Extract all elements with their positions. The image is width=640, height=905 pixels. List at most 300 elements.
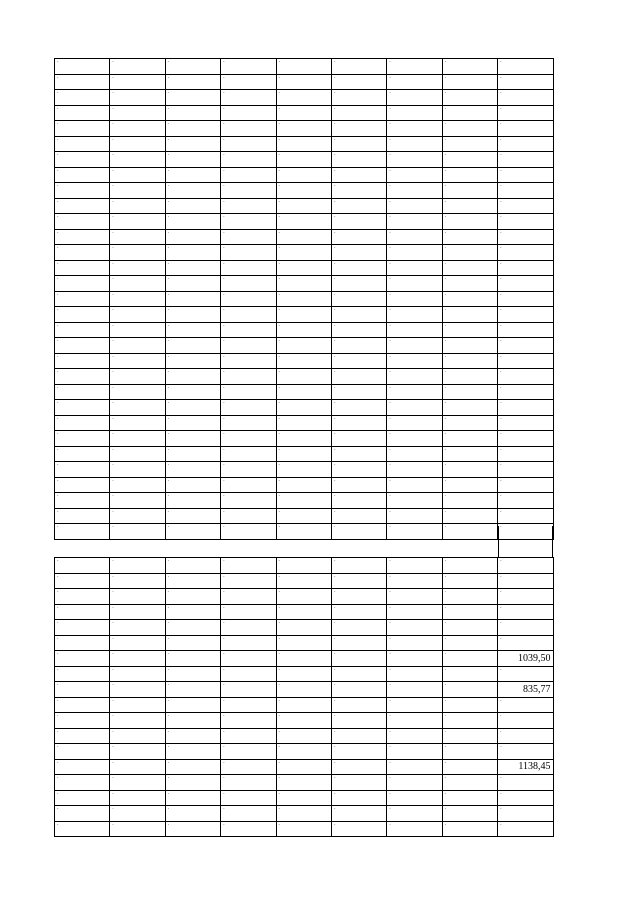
table-cell: - [387,90,442,106]
table-cell: - [221,90,276,106]
table-cell: - [165,744,220,760]
table-cell: - [387,384,442,400]
table-cell: - [276,198,331,214]
table-cell: - [387,713,442,729]
table-cell: - [165,90,220,106]
table-cell: - [442,821,497,837]
table-cell: - [276,728,331,744]
table-cell: - [331,90,386,106]
table-cell: - [55,59,110,75]
table-cell: - [110,276,165,292]
table-row [55,260,554,276]
table-cell: - [110,744,165,760]
table-cell: - [221,744,276,760]
table-cell: - [110,105,165,121]
table-row [55,713,554,729]
table-cell: - [55,589,110,605]
table-cell: - [55,604,110,620]
table-cell: - [110,589,165,605]
table-cell: - [276,105,331,121]
table-cell: - [55,152,110,168]
table-row [55,744,554,760]
table-cell: - [331,229,386,245]
table-cell: - [221,697,276,713]
table-cell: - [110,136,165,152]
table-cell: - [498,276,553,292]
table-cell: - [110,573,165,589]
table-cell: - [387,666,442,682]
table-cell: - [55,384,110,400]
table-cell: - [331,121,386,137]
table-row [55,821,554,837]
table-cell: - [498,214,553,230]
table-cell: - [276,493,331,509]
table-cell: - [165,666,220,682]
table-cell: - [331,431,386,447]
data-table-top [54,58,554,540]
table-cell: - [442,620,497,636]
table-cell: - [110,462,165,478]
table-cell: - [55,322,110,338]
table-cell: - [55,260,110,276]
table-cell: - [110,821,165,837]
table-cell: - [331,291,386,307]
table-cell: - [442,198,497,214]
table-cell: - [276,167,331,183]
table-cell: - [331,728,386,744]
table-cell: - [331,338,386,354]
table-cell: - [387,245,442,261]
table-cell: - [276,775,331,791]
table-row [55,384,554,400]
table-cell: - [387,573,442,589]
table-cell: - [55,477,110,493]
table-cell: - [442,790,497,806]
table-cell: - [387,508,442,524]
table-cell: - [442,136,497,152]
table-cell: - [331,198,386,214]
table-cell: - [276,821,331,837]
table-cell: - [55,183,110,199]
table-cell: - [331,415,386,431]
table-cell: - [55,353,110,369]
table-row [55,589,554,605]
table-cell: - [55,821,110,837]
table-cell: - [331,400,386,416]
table-cell: - [442,446,497,462]
table-cell: - [387,493,442,509]
table-row [55,790,554,806]
table-cell: - [387,604,442,620]
table-cell: - [387,276,442,292]
table-cell: - [387,744,442,760]
table-cell: - [165,198,220,214]
table-cell: - [110,477,165,493]
table-cell: - [442,400,497,416]
table-cell: - [221,713,276,729]
table-cell: - [221,307,276,323]
table-cell: - [55,635,110,651]
table-cell: - [276,307,331,323]
table-cell: - [442,462,497,478]
table-cell: - [276,245,331,261]
table-cell: - [276,759,331,775]
table-cell: - [498,666,553,682]
table-cell: - [165,59,220,75]
table-cell: - [55,90,110,106]
table-cell: - [331,821,386,837]
table-cell: - [165,245,220,261]
table-cell: - [387,338,442,354]
table-cell: - [276,214,331,230]
table-cell: - [276,573,331,589]
table-cell: - [165,369,220,385]
table-cell: - [55,493,110,509]
table-cell: - [387,728,442,744]
table-cell: - [387,806,442,822]
table-cell: - [165,508,220,524]
table-row [55,121,554,137]
table-cell: - [221,589,276,605]
table-cell: - [331,245,386,261]
table-cell: - [165,260,220,276]
table-row [55,508,554,524]
table-cell: - [442,338,497,354]
table-cell: - [221,635,276,651]
table-cell: - [442,276,497,292]
table-cell: - [165,524,220,540]
table-cell: - [387,152,442,168]
table-cell: - [55,431,110,447]
table-cell: - [331,604,386,620]
table-cell: - [387,446,442,462]
table-cell: - [387,229,442,245]
table-cell: - [55,790,110,806]
table-cell: - [110,697,165,713]
table-cell: - [221,59,276,75]
table-cell: - [110,322,165,338]
table-row [55,462,554,478]
table-cell: - [110,558,165,574]
table-cell: - [498,744,553,760]
table-cell: - [55,713,110,729]
table-cell: - [331,136,386,152]
table-cell: - [221,462,276,478]
table-row [55,431,554,447]
table-cell: - [110,229,165,245]
table-cell: - [110,152,165,168]
table-cell: - [498,291,553,307]
table-cell: - [387,651,442,667]
table-cell: - [221,759,276,775]
table-cell: - [165,229,220,245]
table-cell: - [165,121,220,137]
table-cell: - [221,152,276,168]
table-row [55,604,554,620]
table-cell: - [498,713,553,729]
table-cell: - [498,245,553,261]
table-cell: - [165,183,220,199]
table-row [55,415,554,431]
table-row [55,759,554,775]
table-cell: - [331,214,386,230]
table-cell: - [221,121,276,137]
table-cell: - [442,59,497,75]
table-row [55,105,554,121]
table-cell: - [221,136,276,152]
table-row [55,291,554,307]
table-cell: - [276,74,331,90]
table-cell: - [55,229,110,245]
table-row [55,666,554,682]
table-cell: - [165,353,220,369]
table-row [55,167,554,183]
table-cell: - [55,524,110,540]
table-row [55,524,554,540]
table-cell: - [442,728,497,744]
table-cell: - [165,307,220,323]
table-cell: - [331,744,386,760]
table-cell: - [221,384,276,400]
table-cell: - [221,167,276,183]
table-cell: 1138,45 [498,759,553,775]
table-cell: - [442,260,497,276]
table-cell: - [221,477,276,493]
table-cell: - [55,214,110,230]
table-cell: - [442,493,497,509]
table-cell: - [498,229,553,245]
table-cell: - [276,666,331,682]
table-cell: - [221,291,276,307]
table-cell: - [442,682,497,698]
table-cell: - [498,307,553,323]
table-cell: - [331,635,386,651]
table-cell: - [165,462,220,478]
table-cell: - [331,493,386,509]
table-cell: - [55,369,110,385]
table-cell: - [110,183,165,199]
table-cell: - [442,183,497,199]
table-cell: - [55,682,110,698]
table-cell: - [221,229,276,245]
table-cell: - [165,322,220,338]
table-cell: - [442,573,497,589]
table-cell: - [442,384,497,400]
table-cell: - [110,775,165,791]
table-cell: - [442,713,497,729]
table-cell: - [331,322,386,338]
table-cell: - [55,697,110,713]
table-cell: - [276,713,331,729]
table-cell: - [165,493,220,509]
table-row [55,806,554,822]
table-cell: - [221,322,276,338]
table-cell: - [165,446,220,462]
table-cell: - [387,589,442,605]
table-row [55,198,554,214]
table-cell: - [276,121,331,137]
table-cell: - [498,353,553,369]
table-row [55,136,554,152]
table-cell: - [165,728,220,744]
table-row [55,775,554,791]
table-cell: - [442,415,497,431]
table-cell: - [498,90,553,106]
table-row [55,90,554,106]
table-cell: - [442,214,497,230]
table-cell: - [110,620,165,636]
table-cell: - [387,121,442,137]
table-cell: - [55,573,110,589]
table-cell: - [387,775,442,791]
table-cell: - [110,214,165,230]
table-cell: - [331,152,386,168]
table-cell: - [331,446,386,462]
table-cell: - [331,276,386,292]
table-cell: - [331,353,386,369]
table-cell: - [498,775,553,791]
table-cell: - [110,493,165,509]
table-cell: - [221,493,276,509]
table-cell: - [55,276,110,292]
table-cell: - [331,462,386,478]
table-cell: - [165,291,220,307]
table-cell: - [110,167,165,183]
table-cell: - [221,728,276,744]
table-cell: - [110,369,165,385]
table-cell: - [498,105,553,121]
table-cell: - [498,604,553,620]
table-cell: - [55,136,110,152]
table-cell: - [55,651,110,667]
table-cell: - [55,775,110,791]
table-cell: - [498,198,553,214]
table-cell: - [387,105,442,121]
table-cell: - [498,728,553,744]
table-cell: - [442,167,497,183]
table-row [55,369,554,385]
table-cell: - [276,508,331,524]
table-cell: - [221,573,276,589]
table-cell: - [276,806,331,822]
table-cell: - [221,524,276,540]
table-cell: - [387,477,442,493]
table-cell: - [387,74,442,90]
table-cell: - [55,759,110,775]
table-cell: - [442,635,497,651]
table-cell: - [276,338,331,354]
table-row [55,74,554,90]
table-cell: - [498,415,553,431]
table-cell: - [55,338,110,354]
table-cell: - [165,384,220,400]
table-cell: - [331,666,386,682]
table-cell: - [442,152,497,168]
table-cell: - [442,744,497,760]
table-row [55,400,554,416]
table-cell: - [498,167,553,183]
table-row [55,353,554,369]
table-cell: - [221,198,276,214]
table-cell: - [331,508,386,524]
table-cell: - [498,477,553,493]
table-cell: - [55,666,110,682]
table-cell: - [276,384,331,400]
table-cell: - [165,477,220,493]
table-cell: - [331,167,386,183]
table-row [55,573,554,589]
table-cell: - [498,573,553,589]
table-cell: - [387,697,442,713]
table-cell: - [165,573,220,589]
table-cell: - [331,806,386,822]
table-cell: - [221,651,276,667]
table-cell: - [221,806,276,822]
table-cell: - [331,183,386,199]
table-cell: - [221,604,276,620]
table-cell: - [55,167,110,183]
table-row [55,651,554,667]
table-cell: - [55,744,110,760]
table-cell: - [165,697,220,713]
table-cell: - [55,558,110,574]
table-cell: - [221,353,276,369]
table-cell: - [221,260,276,276]
table-cell: - [110,90,165,106]
table-cell: - [276,697,331,713]
table-cell: - [331,759,386,775]
table-cell: - [55,198,110,214]
table-cell: - [55,508,110,524]
table-cell: - [221,400,276,416]
table-cell: - [498,446,553,462]
table-cell: - [165,775,220,791]
table-row [55,620,554,636]
table-row [55,446,554,462]
table-cell: - [276,152,331,168]
table-cell: - [331,682,386,698]
table-cell: - [387,59,442,75]
table-cell: - [387,620,442,636]
table-cell: - [331,713,386,729]
table-cell: - [331,651,386,667]
table-cell: - [55,400,110,416]
table-cell: - [165,790,220,806]
table-cell: - [331,589,386,605]
table-cell: - [442,307,497,323]
table-cell: - [165,620,220,636]
table-cell: - [221,415,276,431]
table-cell: - [110,728,165,744]
table-cell: - [498,136,553,152]
table-row [55,276,554,292]
table-cell: - [387,353,442,369]
table-cell: - [110,74,165,90]
table-cell: - [55,446,110,462]
table-cell: - [55,806,110,822]
table-cell: - [331,260,386,276]
table-cell: - [387,198,442,214]
table-cell: - [221,338,276,354]
table-row [55,59,554,75]
table-cell: - [276,682,331,698]
table-cell: - [165,276,220,292]
table-cell: - [110,806,165,822]
table-cell: - [165,589,220,605]
table-cell: - [498,431,553,447]
table-cell: - [442,322,497,338]
table-cell: - [387,415,442,431]
